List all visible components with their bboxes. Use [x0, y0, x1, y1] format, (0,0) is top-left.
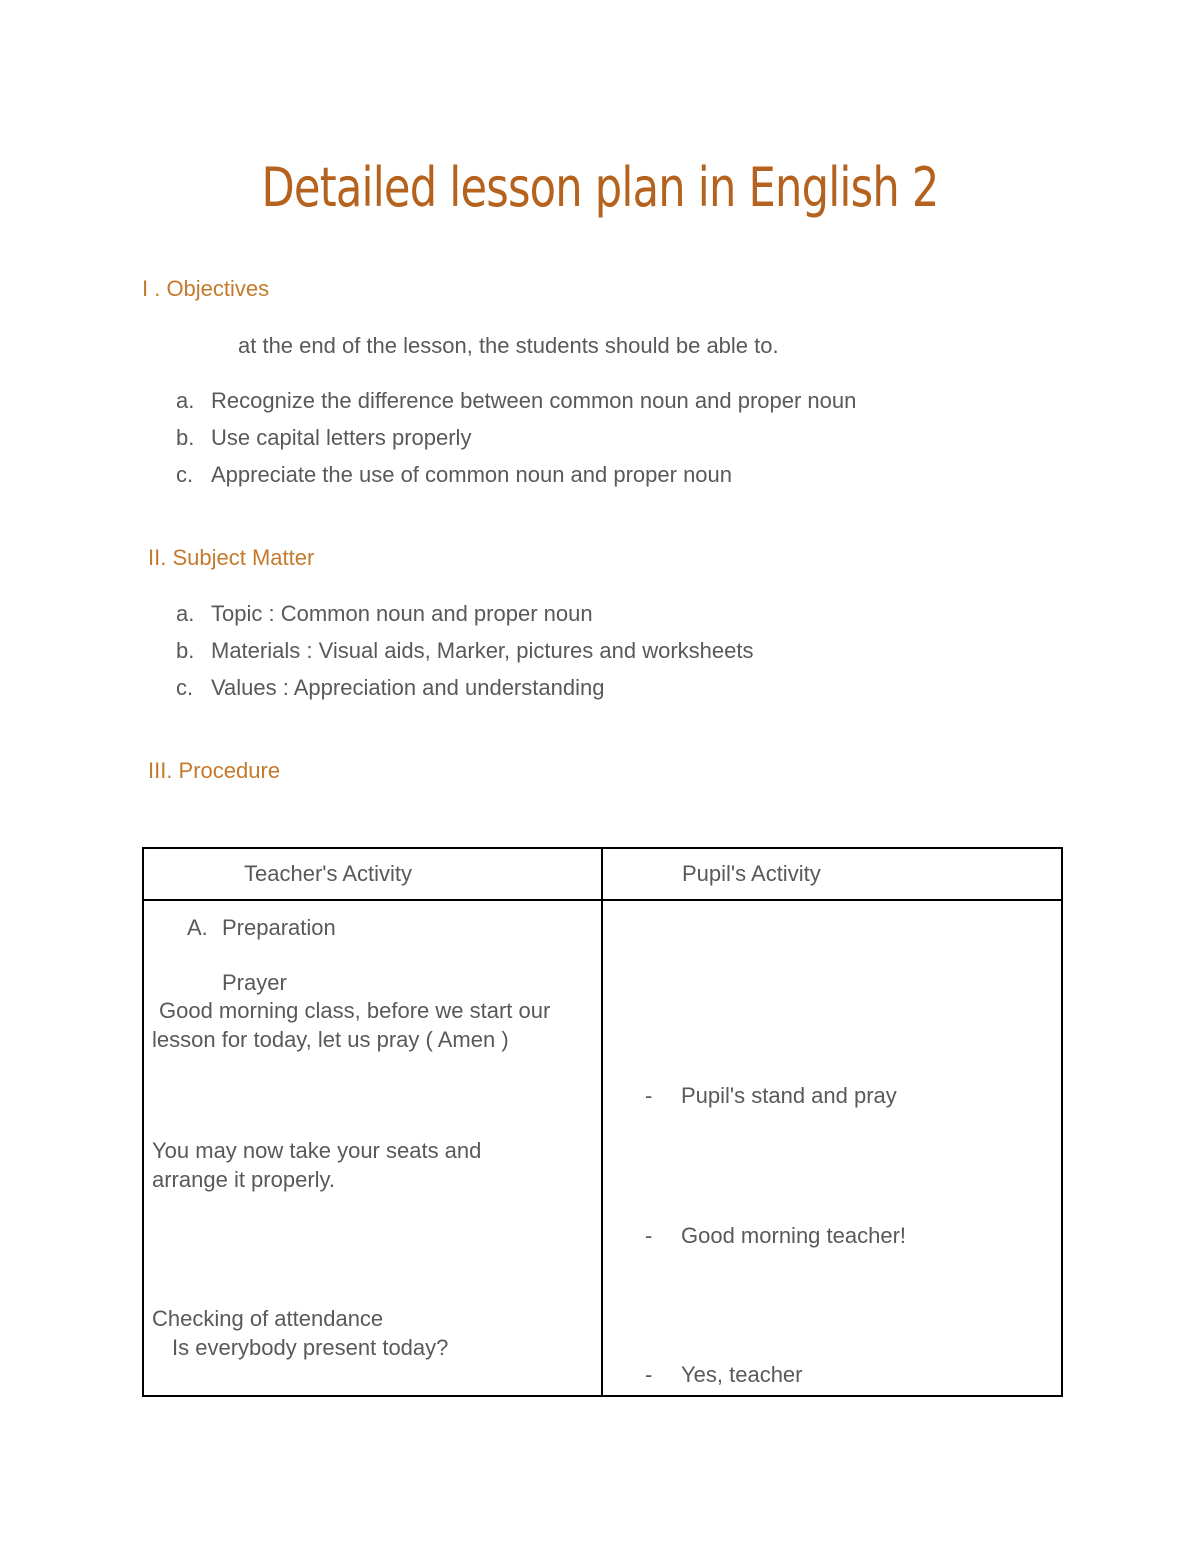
- attendance-question: Is everybody present today?: [172, 1335, 449, 1360]
- list-marker: c.: [176, 675, 194, 700]
- pupil-activity-cell: [602, 900, 1062, 1396]
- subject-item: [176, 675, 604, 701]
- document-title: Detailed lesson plan in English 2: [261, 156, 939, 219]
- prayer-line: lesson for today, let us pray ( Amen ): [152, 1027, 509, 1052]
- dash-marker: -: [645, 1223, 653, 1248]
- pupil-activity-header: [602, 848, 1062, 900]
- objective-text: Use capital letters properly: [211, 425, 472, 450]
- section-label: Preparation: [222, 915, 336, 940]
- table-header-row: [143, 848, 1062, 900]
- subject-text: Values : Appreciation and understanding: [211, 675, 605, 700]
- section-item: [187, 915, 336, 941]
- dash-marker: -: [645, 1083, 653, 1108]
- header-label: Teacher's Activity: [244, 861, 413, 886]
- subject-item: [176, 638, 754, 664]
- subject-item: [176, 601, 593, 627]
- list-marker: b.: [176, 638, 195, 663]
- objectives-intro: at the end of the lesson, the students should be able to.: [238, 333, 779, 358]
- section-marker: A.: [187, 915, 208, 940]
- objective-item: [176, 462, 732, 488]
- list-marker: a.: [176, 601, 195, 626]
- response-text: Pupil's stand and pray: [681, 1083, 897, 1108]
- attendance-label: Checking of attendance: [152, 1306, 384, 1331]
- subject-text: Materials : Visual aids, Marker, pictures and worksheets: [211, 638, 754, 663]
- teacher-activity-cell: [143, 900, 602, 1396]
- response-text: Yes, teacher: [681, 1362, 803, 1387]
- prayer-label: Prayer: [222, 970, 287, 995]
- objective-text: Recognize the difference between common noun and proper noun: [211, 388, 857, 413]
- header-label: Pupil's Activity: [682, 861, 821, 886]
- teacher-activity-header: [143, 848, 602, 900]
- objectives-heading: I . Objectives: [142, 276, 270, 301]
- seats-line: arrange it properly.: [152, 1167, 336, 1192]
- procedure-heading: III. Procedure: [148, 758, 281, 783]
- dash-marker: -: [645, 1362, 653, 1387]
- pupil-response: [645, 1362, 803, 1388]
- objective-item: [176, 425, 471, 451]
- subject-text: Topic : Common noun and proper noun: [211, 601, 593, 626]
- list-marker: b.: [176, 425, 195, 450]
- pupil-response: [645, 1083, 897, 1109]
- objective-text: Appreciate the use of common noun and proper noun: [211, 462, 733, 487]
- prayer-line: Good morning class, before we start our: [159, 998, 551, 1023]
- table-row: [143, 900, 1062, 1396]
- list-marker: c.: [176, 462, 194, 487]
- seats-line: You may now take your seats and: [152, 1138, 482, 1163]
- response-text: Good morning teacher!: [681, 1223, 907, 1248]
- pupil-response: [645, 1223, 906, 1249]
- subject-matter-heading: II. Subject Matter: [148, 545, 315, 570]
- procedure-table: [142, 847, 1063, 1397]
- list-marker: a.: [176, 388, 195, 413]
- objective-item: [176, 388, 856, 414]
